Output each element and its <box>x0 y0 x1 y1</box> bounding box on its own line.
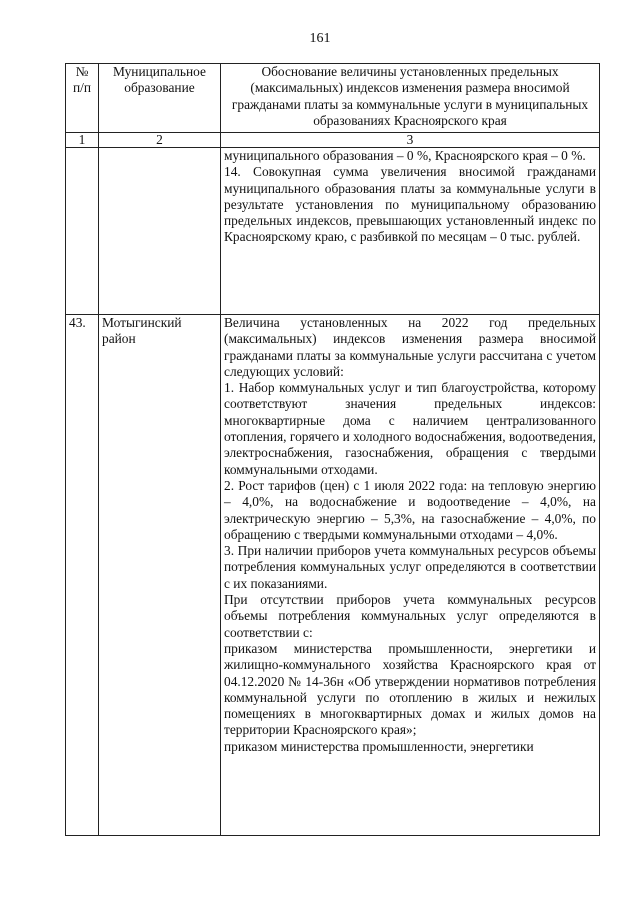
row-municipality <box>99 148 221 315</box>
header-col-justification: Обоснование величины установленных предельных (максимальных) индексов изменения размера вносимой гражданами платы за коммунальные услуги в муниципальных образованиях Красноярского края <box>221 64 600 133</box>
justification-table <box>65 63 600 836</box>
paragraph: 3. При наличии приборов учета коммунальных ресурсов объемы потребления коммунальных услуг определяются в соответствии с их показаниями. <box>224 543 596 591</box>
paragraph: приказом министерства промышленности, энергетики <box>224 738 534 754</box>
column-number: 3 <box>221 133 600 148</box>
table-header-row <box>66 64 600 133</box>
row-number: 43. <box>66 315 99 836</box>
row-number <box>66 148 99 315</box>
paragraph: муниципального образования – 0 %, Красноярского края – 0 %. <box>224 148 586 163</box>
row-municipality: Мотыгинский район <box>99 315 221 836</box>
paragraph: 1. Набор коммунальных услуг и тип благоустройства, которому соответствуют значения предельных индексов: многоквартирные дома с наличием централизованного отопления, горячего и холодного водоснабжения, водоотведения, электроснабжения, газоснабжения, обращения с твердыми коммунальными отходами. <box>224 380 596 477</box>
paragraph: приказом министерства промышленности, энергетики и жилищно-коммунального хозяйства Красноярского края от 04.12.2020 № 14-36н «Об утверждении нормативов потребления коммунальной услуги по отоплению в жилых и нежилых помещениях в многоквартирных домах и жилых домов на территории Красноярского края»; <box>224 640 596 738</box>
row-justification <box>221 315 600 836</box>
header-col-number: № п/п <box>66 64 99 133</box>
paragraph: 2. Рост тарифов (цен) с 1 июля 2022 года: на тепловую энергию – 4,0%, на водоснабжение и водоотведение – 4,0%, на электрическую энергию – 5,3%, на газоснабжение – 4,0%, по обращению с твердыми коммунальными отходами – 4,0%. <box>224 477 596 542</box>
header-col-municipality: Муниципальное образование <box>99 64 221 133</box>
column-number: 1 <box>66 133 99 148</box>
table-row <box>66 148 600 315</box>
paragraph: Величина установленных на 2022 год предельных (максимальных) индексов изменения размера вносимой гражданами платы за коммунальные услуги рассчитана с учетом следующих условий: <box>224 315 596 379</box>
paragraph: 14. Совокупная сумма увеличения вносимой гражданами муниципального образования платы за коммунальные услуги в результате установления по муниципальному образованию предельных индексов, превышающих установленный индекс по Красноярскому краю, с разбивкой по месяцам – 0 тыс. рублей. <box>224 164 596 245</box>
row-justification <box>221 148 600 315</box>
column-number-row <box>66 133 600 148</box>
paragraph: При отсутствии приборов учета коммунальных ресурсов объемы потребления коммунальных услуг определяются в соответствии с: <box>224 592 596 640</box>
column-number: 2 <box>99 133 221 148</box>
table-row <box>66 315 600 836</box>
page-number: 161 <box>309 31 331 46</box>
